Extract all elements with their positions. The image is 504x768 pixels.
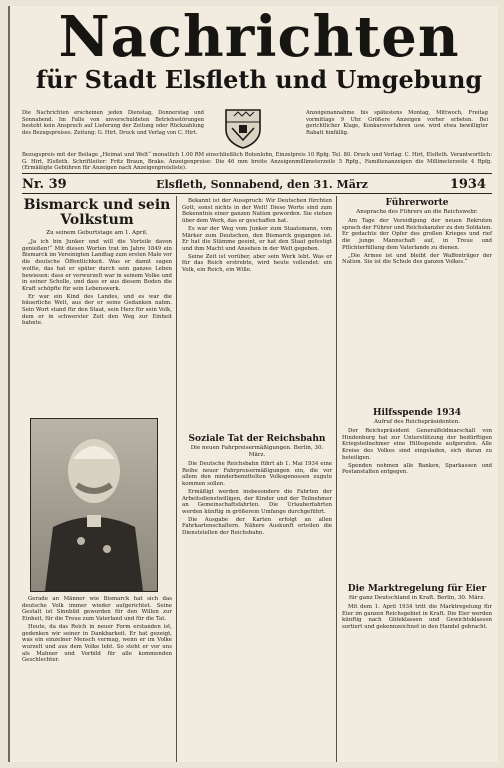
article-headline: Hilfsspende 1934 — [372, 408, 462, 418]
subscription-info: Bezugspreis mit der Beilage „Heimat und Welt“ monatlich 1.00 RM einschließlich Botenlohn, Einzelpreis 10 Rpfg. Tel. 80. Druck und Verlag: C. Hirt, Elsfleth. Verantwortlich: G. Hirt, Elsfleth. Schriftleiter: Fritz Braun, Brake. Anzeigenpreise: Die 46 mm breite Anzeigenmillimeterzeile 5 Rpfg., Familienanzeigen die Millimeterzeile 4 Rpfg. (Ermäßigte Gebühren für Anzeigen nach Anzeigenpreisliste). — [22, 152, 492, 172]
article-subhead: Ansprache des Führers an die Reichswehr. — [356, 209, 478, 215]
info-box-left: Die Nachrichten erscheinen jeden Dienstag, Donnerstag und Sonnabend. Im Falle von unverschuldeten Betriebsstörungen besteht kein Anspruch auf Lieferung der Zeitung oder Rückzahlung des Bezugspreises. Zeitung: G. Hirt. Druck und Verlag von C. Hirt. — [22, 110, 204, 136]
article-subhead: Aufruf des Reichspräsidenten. — [374, 419, 460, 425]
masthead-subtitle: für Stadt Elsfleth und Umgebung — [35, 65, 483, 94]
article-headline: Bismarck und sein Volkstum — [23, 197, 171, 228]
paragraph: Er war ein Kind des Landes, und es war die bäuerliche Welt, aus der er seine Gedanken nahm. Sein Wort stand für den Staat, sein Herz für sein Volk, dem er in schwerster Zeit den Weg zur Einheit bahnte. — [22, 293, 172, 327]
column-divider — [176, 196, 177, 762]
rule-top — [22, 173, 492, 174]
portrait-image-icon — [31, 419, 157, 591]
article-bismarck — [22, 198, 172, 328]
article-headline: Soziale Tat der Reichsbahn — [188, 434, 326, 444]
info-box-right: Anzeigenannahme bis spätestens Montag, Mittwoch, Freitag vormittags 9 Uhr. Größere Anzeigen vorher erbeten. Bei gerichtlicher Klage, Konkursverfahren usw. wird etwa bewilligter Rabatt hinfällig. — [306, 110, 488, 136]
article-fuehrerworte — [342, 198, 492, 267]
paragraph: Gerade an Männer wie Bismarck hat sich das deutsche Volk immer wieder aufgerichtet. Seine Gestalt ist Sinnbild geworden für den Willen zur Einheit, für die Treue zum Vaterland und für die Tat. — [22, 596, 172, 623]
paragraph: Die Deutsche Reichsbahn führt ab 1. Mai 1934 eine Reihe neuer Fahrpreisermäßigungen ein, die vor allem den minderbemittelten Volksgenossen zugute kommen sollen. — [182, 461, 332, 488]
dateline — [22, 176, 492, 192]
bismarck-portrait — [30, 418, 158, 592]
newspaper-page — [8, 6, 498, 762]
rule-bottom — [22, 193, 492, 194]
paragraph: Am Tage der Vereidigung der neuen Rekruten sprach der Führer und Reichskanzler zu den Soldaten. Er gedachte der Opfer des großen Krieges und rief die junge Mannschaft auf, in Treue und Pflichterfüllung dem Vaterlande zu dienen. — [342, 218, 492, 251]
paragraph: Es war der Weg vom Junker zum Staatsmann, vom Märker zum Deutschen, den Bismarck gegangen ist. Er hat die Stämme geeint, er hat den Staat gefestigt und ihm Macht und Ansehen in der Welt gegeben. — [182, 225, 332, 252]
article-reichsbahn — [182, 434, 332, 538]
article-headline: Die Marktregelung für Eier — [347, 584, 487, 594]
article-eier — [342, 584, 492, 632]
paragraph: Heute, da das Reich in neuer Form erstanden ist, gedenken wir seiner in Dankbarkeit. Er hat gezeigt, was ein einzelner Mensch vermag, wenn er im Volke wurzelt und aus dem Volke lebt. So steht er vor uns als Mahner und Vorbild für alle kommenden Geschlechter. — [22, 623, 172, 664]
paragraph: „Die Armee ist und bleibt der Waffenträger der Nation. Sie ist die Schule des ganzen Volkes.“ — [342, 252, 492, 266]
column-divider — [336, 196, 337, 762]
paragraph: „Ja ich bin Junker und will die Vorteile davon genießen!“ Mit diesen Worten trat im Jahre 1849 ein Bismarck im Vereinigten Landtag zum ersten Male vor die deutsche Öffentlichkeit. Was er damit sagen wollte, das hat er später durch sein ganzes Leben bewiesen: dass er verwurzelt war in seinem Volke und in seiner Scholle, und dass er aus diesem Boden die Kraft schöpfte für sein Lebenswerk. — [22, 239, 172, 292]
place-date: Elsfleth, Sonnabend, den 31. März — [156, 178, 368, 191]
paragraph: Seine Zeit ist vorüber, aber sein Werk lebt. Was er für das Reich erstrebte, wird heute vollendet: ein Volk, ein Reich, ein Wille. — [182, 253, 332, 274]
paragraph: Ermäßigt werden insbesondere die Fahrten der Arbeitsdienstwilligen, der Kinder und der Teilnehmer an Gemeinschaftsfahrten. Die Urlauberfahrten werden künftig in größerem Umfange durchgeführt. — [182, 488, 332, 515]
article-column-two — [182, 198, 332, 275]
paragraph: Der Reichspräsident Generalfeldmarschall von Hindenburg hat zur Unterstützung der bedürftigen Kriegsteilnehmer eine Hilfsspende aufgerufen. Alle Kreise des Volkes sind eingeladen, sich daran zu beteiligen. — [342, 428, 492, 461]
paragraph: Bekannt ist der Ausspruch: Wir Deutschen fürchten Gott, sonst nichts in der Welt! Diese Worte sind zum Bekenntnis einer ganzen Nation geworden. Sie stehen über dem Werk, das er geschaffen hat. — [182, 198, 332, 225]
paragraph: Mit dem 1. April 1934 tritt die Marktregelung für Eier im ganzen Reichsgebiet in Kraft. Die Eier werden künftig nach Güteklassen und Gewichtsklassen sortiert und gekennzeichnet in den Handel gebracht. — [342, 604, 492, 631]
town-crest-icon — [220, 106, 266, 150]
paragraph: Spenden nehmen alle Banken, Sparkassen und Postanstalten entgegen. — [342, 462, 492, 476]
article-subhead: Die neuen Fahrpreisermäßigungen. Berlin, 30. März. — [190, 445, 324, 458]
article-subhead: für ganz Deutschland in Kraft. Berlin, 30. März. — [349, 595, 485, 601]
issue-number: Nr. 39 — [22, 177, 67, 192]
masthead-title: Nachrichten — [58, 4, 460, 70]
issue-year: 1934 — [449, 177, 486, 192]
article-headline: Führerworte — [385, 198, 449, 208]
paragraph: Die Ausgabe der Karten erfolgt an allen Fahrkartenschaltern. Nähere Auskunft erteilen die Dienststellen der Reichsbahn. — [182, 516, 332, 537]
article-hilfsspende — [342, 408, 492, 477]
article-bismarck-continued — [22, 596, 172, 665]
article-subhead: Zu seinem Geburtstage am 1. April. — [46, 230, 148, 236]
